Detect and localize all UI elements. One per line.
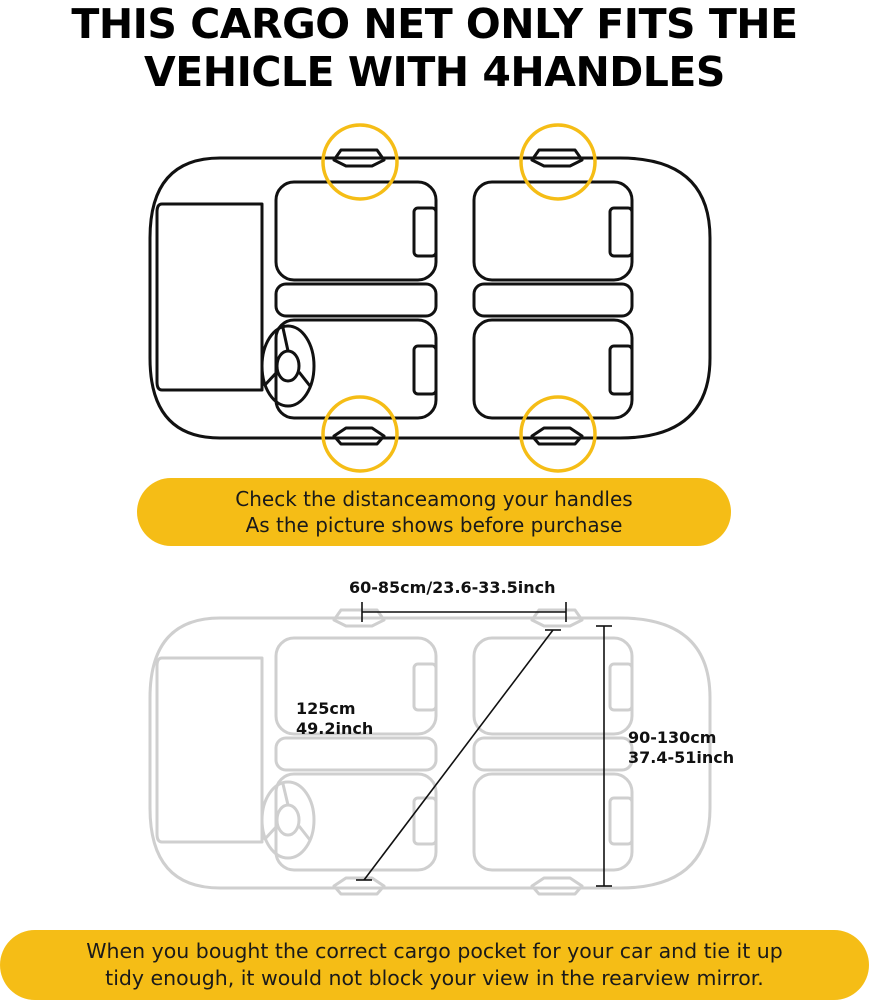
headline	[0, 0, 869, 96]
banner-bottom-line-2: tidy enough, it would not block your view in the rearview mirror.	[105, 966, 764, 990]
diagonal-length-inch-label: 49.2inch	[296, 719, 374, 738]
banner-bottom-line-1: When you bought the correct cargo pocket for your car and tie it up	[86, 939, 783, 963]
banner-top-line-2: As the picture shows before purchase	[245, 513, 623, 537]
car-top-view-diagram	[0, 120, 869, 480]
car-top-view-measurement-diagram	[0, 590, 869, 920]
banner-top-line-1: Check the distanceamong your handles	[235, 487, 633, 511]
rearview-note-banner	[0, 930, 869, 1000]
headline-line-1: THIS CARGO NET ONLY FITS THE	[71, 0, 798, 48]
height-cm-label: 90-130cm	[628, 728, 717, 747]
height-inch-label: 37.4-51inch	[628, 748, 735, 767]
diagonal-length-cm-label: 125cm	[296, 699, 356, 718]
check-distance-banner	[137, 478, 731, 546]
handle-width-label: 60-85cm/23.6-33.5inch	[349, 578, 556, 597]
headline-line-2: VEHICLE WITH 4HANDLES	[144, 48, 725, 96]
